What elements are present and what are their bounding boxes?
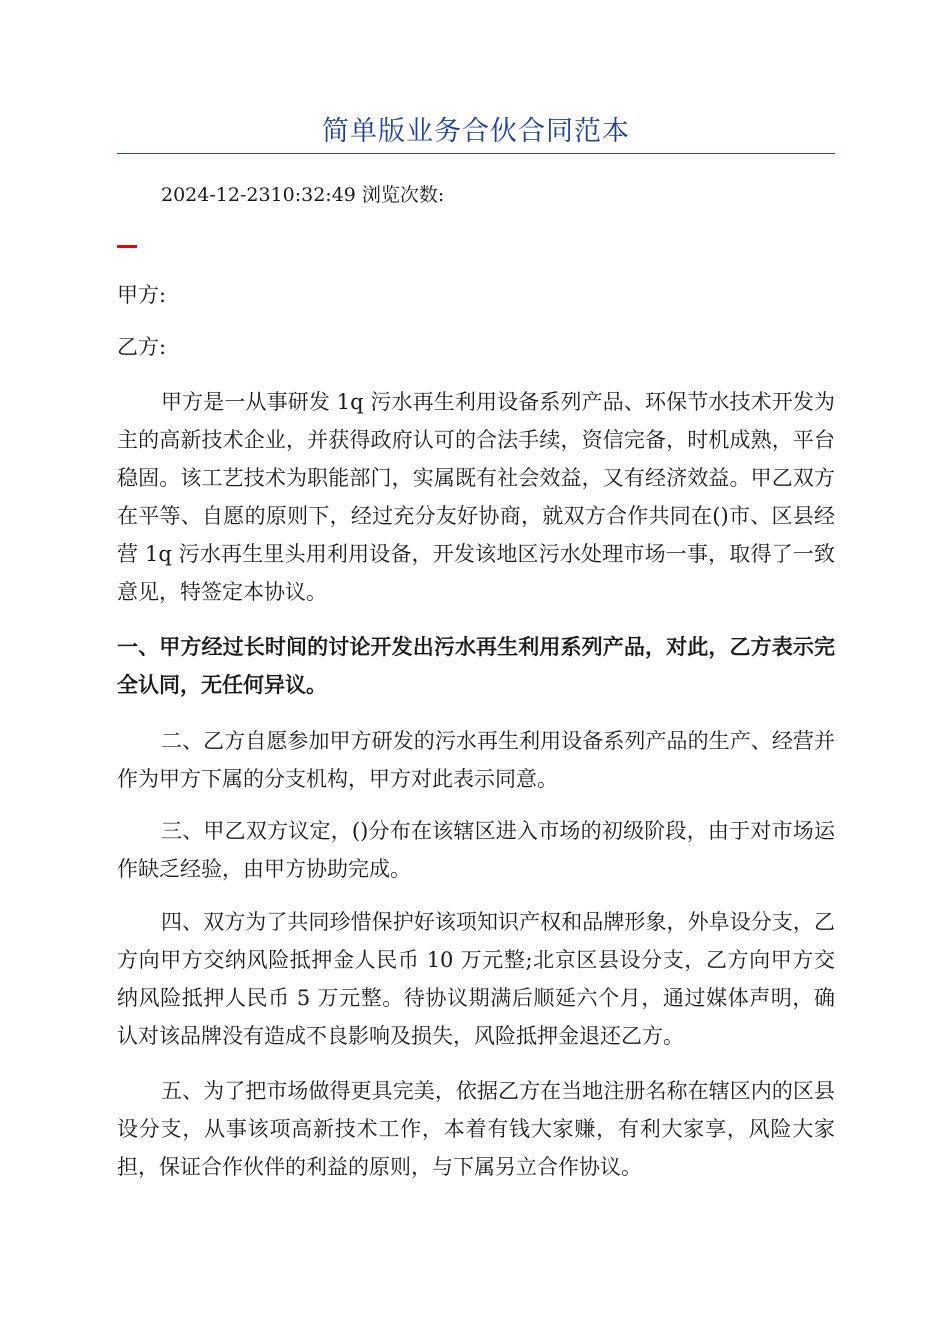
document-page (117, 0, 835, 1344)
party-b-label: 乙方: (117, 335, 167, 359)
clause-5: 五、为了把市场做得更具完美，依据乙方在当地注册名称在辖区内的区县设分支，从事该项高新技术工作，本着有钱大家赚，有利大家享，风险大家担，保证合作伙伴的利益的原则，与下属另立合作协议。 (117, 1079, 835, 1179)
red-dash-mark (117, 245, 137, 248)
date-and-view-count: 2024-12-2310:32:49 浏览次数: (161, 184, 445, 206)
title-underline (117, 153, 835, 154)
document-title: 简单版业务合伙合同范本 (322, 116, 630, 147)
clause-4: 四、双方为了共同珍惜保护好该项知识产权和品牌形象，外阜设分支，乙方向甲方交纳风险抵押金人民币 10 万元整;北京区县设分支，乙方向甲方交纳风险抵押人民币 5 万元整。待协议期满后顺延六个月，通过媒体声明，确认对该品牌没有造成不良影响及损失，风险抵押金退还乙方。 (117, 910, 835, 1048)
clause-3: 三、甲乙双方议定，()分布在该辖区进入市场的初级阶段，由于对市场运作缺乏经验，由甲方协助完成。 (117, 819, 835, 881)
clause-1: 一、甲方经过长时间的讨论开发出污水再生利用系列产品，对此，乙方表示完全认同，无任何异议。 (117, 634, 835, 697)
party-a-label: 甲方: (117, 283, 167, 307)
intro-paragraph: 甲方是一从事研发 1q 污水再生利用设备系列产品、环保节水技术开发为主的高新技术企业，并获得政府认可的合法手续，资信完备，时机成熟，平台稳固。该工艺技术为职能部门，实属既有社会效益，又有经济效益。甲乙双方在平等、自愿的原则下，经过充分友好协商，就双方合作共同在()市、区县经营 1q 污水再生里头用利用设备，开发该地区污水处理市场一事，取得了一致意见，特签定本协议。 (117, 390, 835, 604)
clause-2: 二、乙方自愿参加甲方研发的污水再生利用设备系列产品的生产、经营并作为甲方下属的分支机构，甲方对此表示同意。 (117, 729, 835, 791)
